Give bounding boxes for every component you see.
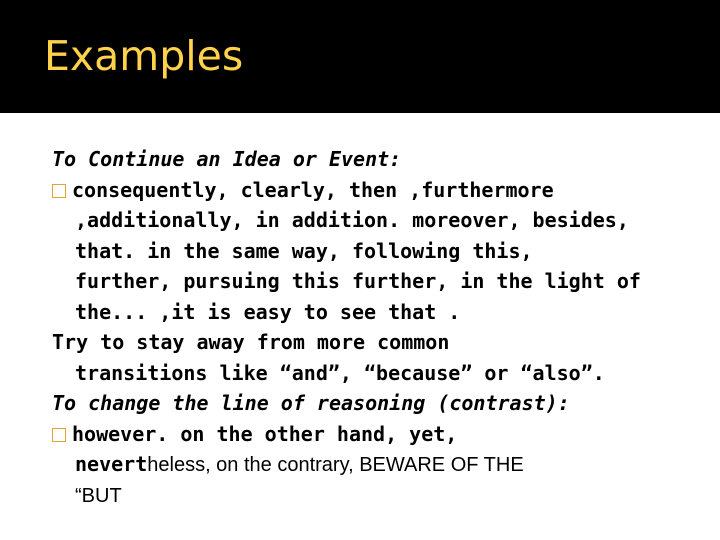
bullet-continuation-line: ,additionally, in addition. moreover, besides, [75, 208, 629, 232]
bullet-continuation-line: further, pursuing this further, in the light of [75, 269, 641, 293]
title-bar [0, 0, 720, 113]
square-bullet-icon [52, 184, 66, 198]
bullet-continuation-line: the... ,it is easy to see that . [75, 299, 461, 324]
heading-contrast: To change the line of reasoning (contrast): [52, 391, 570, 415]
bullet-text-bold: nevert [75, 452, 148, 476]
square-bullet-icon [52, 428, 66, 442]
bullet-continuation-line [52, 449, 712, 481]
bullet-text: however. on the other hand, yet, [72, 421, 458, 446]
bullet-text: consequently, clearly, then ,furthermore [72, 177, 554, 202]
bullet-contrast [52, 419, 712, 450]
heading-continue: To Continue an Idea or Event: [52, 147, 402, 171]
bullet-continuation-line: that. in the same way, following this, [75, 238, 533, 263]
bullet-continuation-line: “BUT [75, 484, 122, 507]
slide-body [52, 144, 712, 511]
bullet-text-plain: heless, on the contrary, BEWARE OF THE [147, 454, 524, 476]
slide-title: Examples [44, 32, 244, 80]
bullet-continue [52, 175, 712, 206]
note-line: transitions like “and”, “because” or “also”. [75, 360, 605, 385]
note-line: Try to stay away from more common [52, 330, 450, 354]
